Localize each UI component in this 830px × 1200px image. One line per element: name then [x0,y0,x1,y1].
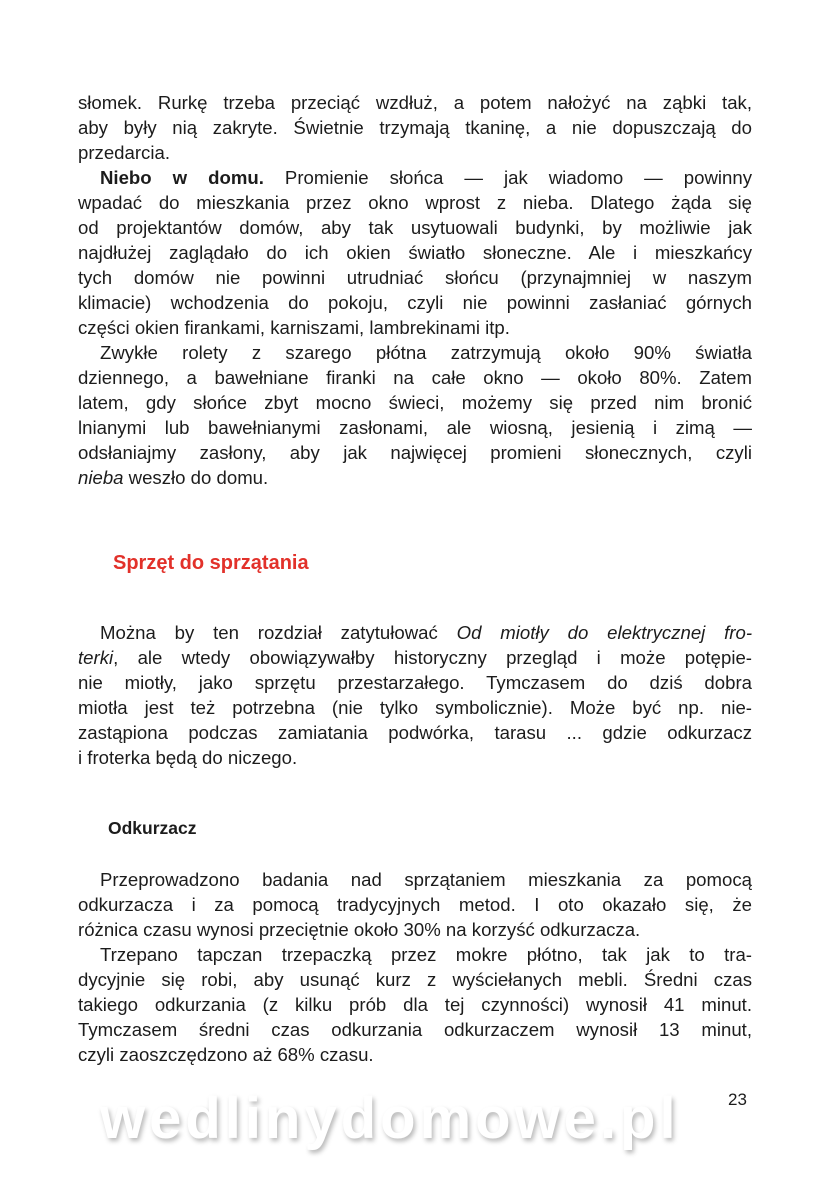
text-line [78,365,752,390]
section-heading: Sprzęt do sprzątania [113,552,309,574]
text-run: latem, gdy słońce zbyt mocno świeci, możemy się przed nim bronić [78,392,752,413]
text-block-top [78,90,752,490]
text-run: najdłużej zaglądało do ich okien światło słoneczne. Ale i mieszkańcy [78,242,752,263]
text-run: Można by ten rozdział zatytułować [100,622,457,643]
text-run: Tymczasem średni czas odkurzania odkurzaczem wynosił 13 minut, [78,1019,752,1040]
text-line [78,1017,752,1042]
text-run: klimacie) wchodzenia do pokoju, czyli nie powinni zasłaniać górnych [78,292,752,313]
text-line [78,942,752,967]
text-line [78,140,752,165]
text-line [78,892,752,917]
text-run: słomek. Rurkę trzeba przeciąć wzdłuż, a potem nałożyć na ząbki tak, [78,92,752,113]
text-line [78,440,752,465]
text-line [78,867,752,892]
text-line [78,670,752,695]
text-block-bottom [78,867,752,1067]
text-run: zastąpiona podczas zamiatania podwórka, tarasu ... gdzie odkurzacz [78,722,752,743]
text-run: Promienie słońca — jak wiadomo — powinny [263,167,752,188]
text-run: od projektantów domów, aby tak usytuowali budynki, by możliwie jak [78,217,752,238]
bold-run-in: Niebo w domu. [100,167,264,188]
text-line [78,992,752,1017]
text-line [78,390,752,415]
text-line [78,745,752,770]
text-run: Przeprowadzono badania nad sprzątaniem mieszkania za pomocą [100,869,752,890]
subheading: Odkurzacz [108,818,197,838]
text-run: Trzepano tapczan trzepaczką przez mokre płótno, tak jak to tra- [100,944,752,965]
text-line [78,240,752,265]
text-run: wpadać do mieszkania przez okno wprost z nieba. Dlatego żąda się [78,192,752,213]
text-line [78,695,752,720]
text-run: czyli zaoszczędzono aż 68% czasu. [78,1044,374,1065]
text-line [78,90,752,115]
text-run: lnianymi lub bawełnianymi zasłonami, ale wiosną, jesienią i zimą — [78,417,752,438]
text-block-mid [78,620,752,770]
text-line [78,465,752,490]
text-run: miotła jest też potrzebna (nie tylko symbolicznie). Może być np. nie- [78,697,752,718]
text-line [78,415,752,440]
text-run: i froterka będą do niczego. [78,747,298,768]
text-line [78,720,752,745]
text-run: dziennego, a bawełniane firanki na całe okno — około 80%. Zatem [78,367,752,388]
text-run: nie miotły, jako sprzętu przestarzałego. Tymczasem do dziś dobra [78,672,752,693]
text-run: dycyjnie się robi, aby usunąć kurz z wyściełanych mebli. Średni czas [78,969,752,990]
italic-text: nieba [78,467,124,488]
text-line [78,215,752,240]
text-line [78,115,752,140]
italic-text: terki [78,647,114,668]
text-line [78,620,752,645]
italic-text: Od miotły do elektrycznej fro- [456,622,753,643]
text-line [78,645,752,670]
text-line [78,1042,752,1067]
text-run: Zwykłe rolety z szarego płótna zatrzymują około 90% światła [100,342,752,363]
text-run: takiego odkurzania (z kilku prób dla tej czynności) wynosił 41 minut. [78,994,752,1015]
text-line [78,165,752,190]
text-line [78,265,752,290]
text-run: , ale wtedy obowiązywałby historyczny przegląd i może potępie- [113,647,752,668]
text-run: różnica czasu wynosi przeciętnie około 30% na korzyść odkurzacza. [78,919,641,940]
text-run: weszło do domu. [123,467,269,488]
text-run: odsłaniajmy zasłony, aby jak najwięcej promieni słonecznych, czyli [78,442,752,463]
text-run: tych domów nie powinni utrudniać słońcu (przynajmniej w naszym [78,267,752,288]
text-line [78,917,752,942]
watermark: wedlinydomowe.pl [100,1086,680,1151]
page-number: 23 [728,1090,747,1109]
text-line [78,290,752,315]
text-run: aby były nią zakryte. Świetnie trzymają tkaninę, a nie dopuszczają do [78,117,752,138]
text-run: przedarcia. [78,142,170,163]
text-line [78,190,752,215]
text-line [78,340,752,365]
text-line [78,967,752,992]
text-line [78,315,752,340]
text-run: odkurzacza i za pomocą tradycyjnych metod. I oto okazało się, że [78,894,752,915]
text-run: części okien firankami, karniszami, lambrekinami itp. [78,317,510,338]
